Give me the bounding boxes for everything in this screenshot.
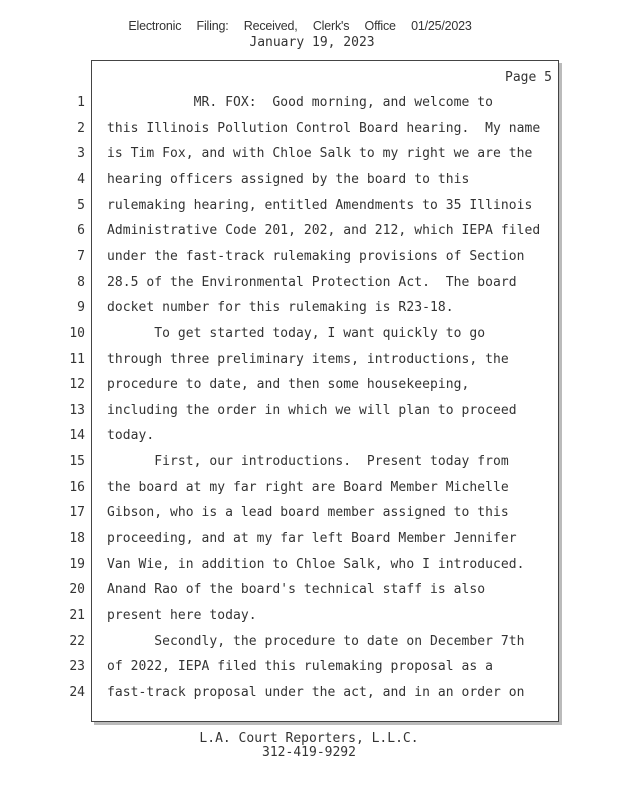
line-number: 19 xyxy=(69,557,85,572)
transcript-line: Van Wie, in addition to Chloe Salk, who I introduced. xyxy=(107,557,525,572)
line-number: 2 xyxy=(77,121,85,136)
line-number: 11 xyxy=(69,352,85,367)
filing-word: Clerk's xyxy=(312,19,350,33)
filing-word: Electronic xyxy=(128,19,182,33)
transcript-line: present here today. xyxy=(107,608,257,623)
transcript-line: of 2022, IEPA filed this rulemaking proposal as a xyxy=(107,659,493,674)
transcript-line: MR. FOX: Good morning, and welcome to xyxy=(107,95,493,110)
transcript-line: through three preliminary items, introductions, the xyxy=(107,352,509,367)
line-number: 21 xyxy=(69,608,85,623)
transcript-line: is Tim Fox, and with Chloe Salk to my right we are the xyxy=(107,146,533,161)
page-number: Page 5 xyxy=(505,70,552,85)
transcript-line: hearing officers assigned by the board to this xyxy=(107,172,470,187)
line-number: 5 xyxy=(77,198,85,213)
line-number: 23 xyxy=(69,659,85,674)
transcript-line: this Illinois Pollution Control Board hearing. My name xyxy=(107,121,541,136)
line-number: 12 xyxy=(69,377,85,392)
transcript-line: fast-track proposal under the act, and in an order on xyxy=(107,685,525,700)
line-number: 6 xyxy=(77,223,85,238)
filing-word: Received, xyxy=(243,19,298,33)
line-number: 16 xyxy=(69,480,85,495)
line-number: 14 xyxy=(69,428,85,443)
line-number: 9 xyxy=(77,300,85,315)
transcript-line: procedure to date, and then some housekeeping, xyxy=(107,377,470,392)
filing-word: Filing: xyxy=(196,19,229,33)
line-number: 24 xyxy=(69,685,85,700)
transcript-line: First, our introductions. Present today from xyxy=(107,454,509,469)
transcript-date: January 19, 2023 xyxy=(249,35,375,50)
transcript-line: today. xyxy=(107,428,155,443)
transcript-line: 28.5 of the Environmental Protection Act. The board xyxy=(107,275,517,290)
court-reporter-name: L.A. Court Reporters, L.L.C. xyxy=(199,731,419,746)
transcript-line: the board at my far right are Board Member Michelle xyxy=(107,480,509,495)
transcript-line: proceeding, and at my far left Board Member Jennifer xyxy=(107,531,517,546)
transcript-line: Administrative Code 201, 202, and 212, which IEPA filed xyxy=(107,223,541,238)
line-number: 3 xyxy=(77,146,85,161)
line-number: 15 xyxy=(69,454,85,469)
transcript-line: under the fast-track rulemaking provisions of Section xyxy=(107,249,525,264)
line-number: 17 xyxy=(69,505,85,520)
line-number: 22 xyxy=(69,634,85,649)
transcript-line: Gibson, who is a lead board member assigned to this xyxy=(107,505,509,520)
footer xyxy=(0,732,618,760)
line-number: 20 xyxy=(69,582,85,597)
line-number: 10 xyxy=(69,326,85,341)
transcript-line: Secondly, the procedure to date on December 7th xyxy=(107,634,525,649)
filing-date: 01/25/2023 xyxy=(411,19,472,33)
court-reporter-phone: 312-419-9292 xyxy=(262,745,356,760)
transcript-line: Anand Rao of the board's technical staff is also xyxy=(107,582,486,597)
line-number: 13 xyxy=(69,403,85,418)
line-number: 7 xyxy=(77,249,85,264)
line-number: 1 xyxy=(77,95,85,110)
transcript-line: docket number for this rulemaking is R23-18. xyxy=(107,300,454,315)
line-number: 4 xyxy=(77,172,85,187)
transcript-line: To get started today, I want quickly to go xyxy=(107,326,486,341)
filing-stamp xyxy=(0,19,600,33)
transcript-line: including the order in which we will plan to proceed xyxy=(107,403,517,418)
line-number: 18 xyxy=(69,531,85,546)
transcript-line: rulemaking hearing, entitled Amendments to 35 Illinois xyxy=(107,198,533,213)
line-number: 8 xyxy=(77,275,85,290)
filing-word: Office xyxy=(364,19,396,33)
